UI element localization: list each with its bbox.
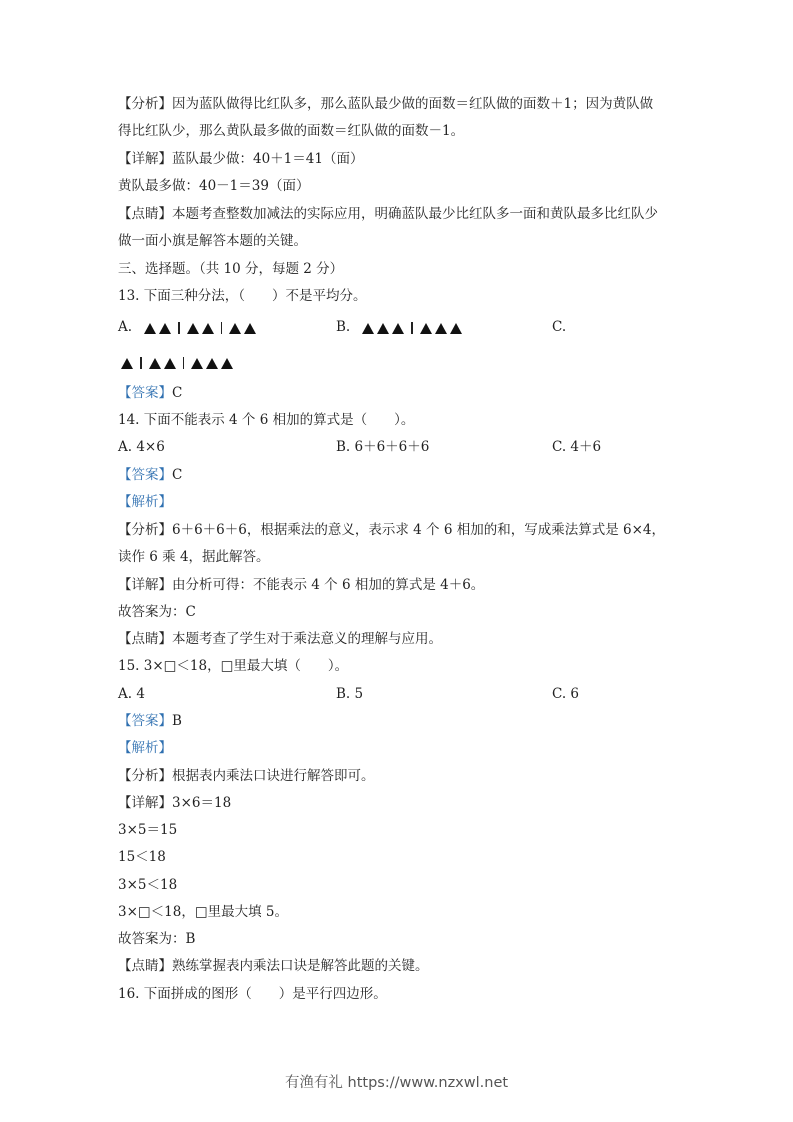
q13-option-c-triangles (121, 356, 236, 370)
detail-line: 【详解】蓝队最少做：40＋1＝41（面） (118, 151, 364, 167)
triangle-icon (121, 358, 133, 369)
q15-option-b: B. 5 (336, 686, 364, 702)
q13-option-a-triangles (144, 321, 259, 335)
q13-option-a-label: A. (118, 319, 133, 335)
q14-answer (118, 466, 678, 484)
q15-line: 3×5＝15 (118, 822, 178, 838)
q13-option-b-label: B. (336, 319, 351, 335)
q15-line: 故答案为：B (118, 931, 196, 947)
q14-option-c: C. 4＋6 (552, 439, 602, 455)
q14-analysis-tag: 【解析】 (118, 494, 172, 510)
answer-value: C (172, 385, 183, 401)
q14-line: 【详解】由分析可得：不能表示 4 个 6 相加的算式是 4＋6。 (118, 577, 485, 593)
analysis-line: 得比红队少，那么黄队最多做的面数＝红队做的面数－1。 (118, 123, 465, 139)
section-heading: 三、选择题。（共 10 分，每题 2 分） (118, 261, 344, 277)
q13-option-c-label: C. (552, 319, 567, 335)
analysis-line: 【分析】因为蓝队做得比红队多，那么蓝队最少做的面数＝红队做的面数＋1；因为黄队做 (118, 96, 654, 112)
triangle-icon (144, 323, 156, 334)
triangle-icon (244, 323, 256, 334)
group-separator (178, 322, 180, 334)
q14-line: 【点睛】本题考查了学生对于乘法意义的理解与应用。 (118, 631, 442, 647)
detail-line: 黄队最多做：40－1＝39（面） (118, 178, 310, 194)
q13-answer (118, 384, 678, 402)
q14-line: 故答案为：C (118, 604, 196, 620)
answer-tag: 【答案】 (118, 385, 172, 401)
footer-watermark: 有渔有礼 https://www.nzxwl.net (284, 1075, 509, 1091)
triangle-icon (435, 323, 447, 334)
triangle-icon (229, 323, 241, 334)
q13-option-b-triangles (362, 321, 465, 335)
q14-option-a: A. 4×6 (118, 439, 165, 455)
q15-option-c: C. 6 (552, 686, 580, 702)
triangle-icon (202, 323, 214, 334)
q15-answer (118, 712, 678, 730)
triangle-icon (191, 358, 203, 369)
question-15: 15. 3×□＜18，□里最大填（ ）。 (118, 658, 349, 674)
q14-option-b: B. 6＋6＋6＋6 (336, 439, 430, 455)
triangle-icon (149, 358, 161, 369)
triangle-icon (159, 323, 171, 334)
triangle-icon (206, 358, 218, 369)
q15-line: 15＜18 (118, 849, 166, 865)
q15-line: 3×5＜18 (118, 877, 178, 893)
q15-option-a: A. 4 (118, 686, 145, 702)
question-13: 13. 下面三种分法，（ ）不是平均分。 (118, 288, 367, 304)
q15-line: 【点睛】熟练掌握表内乘法口诀是解答此题的关键。 (118, 958, 429, 974)
triangle-icon (377, 323, 389, 334)
answer-tag: 【答案】 (118, 467, 172, 483)
q15-line: 【详解】3×6＝18 (118, 795, 232, 811)
question-16: 16. 下面拼成的图形（ ）是平行四边形。 (118, 986, 387, 1002)
group-separator (411, 322, 413, 334)
triangle-icon (221, 358, 233, 369)
triangle-icon (164, 358, 176, 369)
comment-line: 【点睛】本题考查整数加减法的实际应用，明确蓝队最少比红队多一面和黄队最多比红队少 (118, 206, 658, 222)
triangle-icon (362, 323, 374, 334)
group-separator (221, 322, 223, 334)
q15-analysis-tag: 【解析】 (118, 740, 172, 756)
q14-line: 读作 6 乘 4，据此解答。 (118, 549, 270, 565)
triangle-icon (420, 323, 432, 334)
group-separator (140, 357, 142, 369)
answer-value: C (172, 467, 183, 483)
question-14: 14. 下面不能表示 4 个 6 相加的算式是（ ）。 (118, 412, 415, 428)
group-separator (183, 357, 185, 369)
triangle-icon (187, 323, 199, 334)
triangle-icon (450, 323, 462, 334)
q15-line: 3×□＜18，□里最大填 5。 (118, 904, 288, 920)
q14-line: 【分析】6＋6＋6＋6，根据乘法的意义，表示求 4 个 6 相加的和，写成乘法算式是 6×4， (118, 522, 665, 538)
answer-value: B (172, 713, 182, 729)
q15-line: 【分析】根据表内乘法口诀进行解答即可。 (118, 768, 375, 784)
comment-line: 做一面小旗是解答本题的关键。 (118, 233, 307, 249)
triangle-icon (392, 323, 404, 334)
answer-tag: 【答案】 (118, 713, 172, 729)
